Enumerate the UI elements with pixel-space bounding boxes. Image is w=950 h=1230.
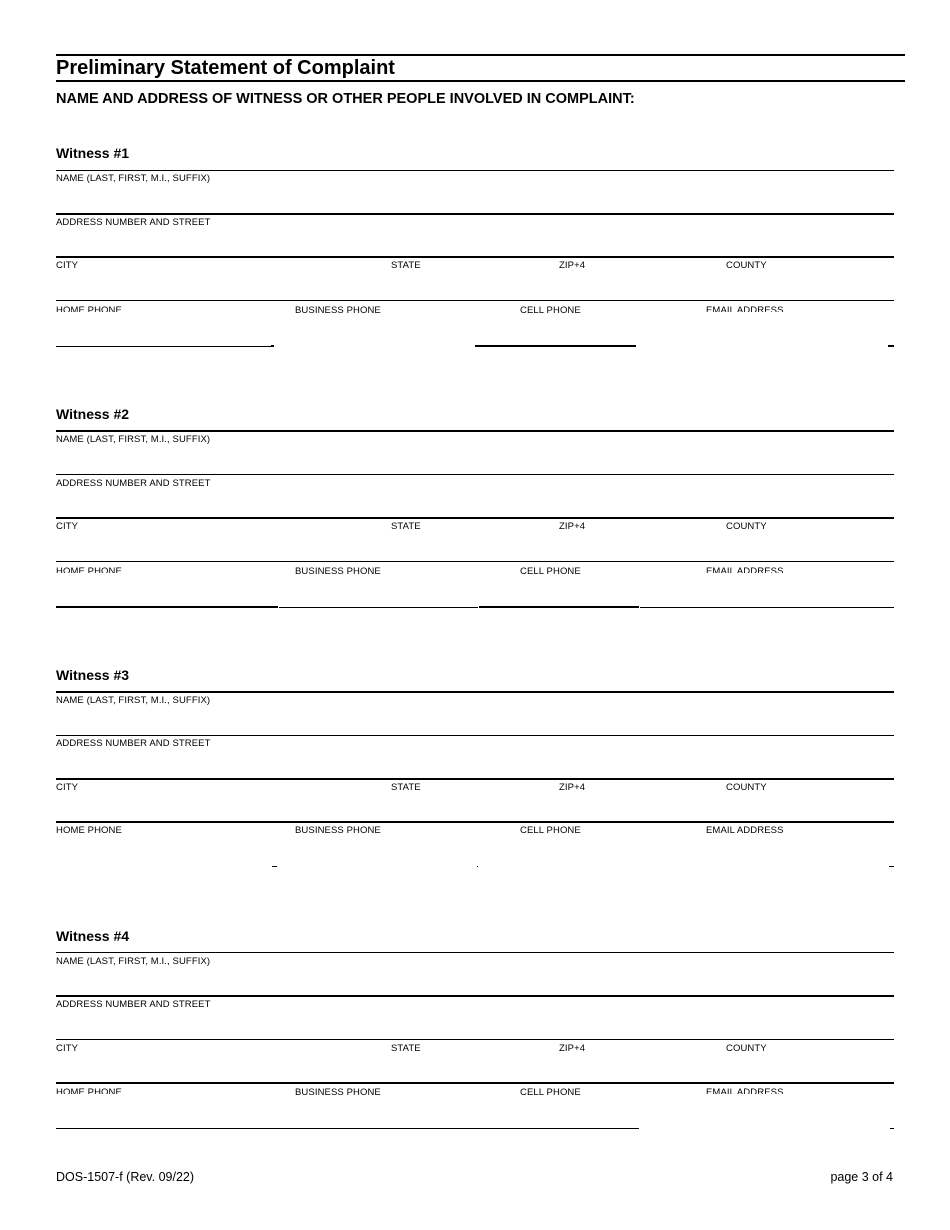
address-field[interactable] (56, 1010, 894, 1040)
city-label: CITY (56, 521, 79, 532)
home-phone-label: HOME PHONE (56, 566, 122, 573)
state-field[interactable] (391, 271, 554, 301)
name-field[interactable] (56, 184, 894, 214)
name-field[interactable] (56, 445, 894, 475)
home-phone-field[interactable] (56, 836, 274, 866)
page-title: Preliminary Statement of Complaint (56, 57, 395, 79)
witness-heading: Witness #2 (56, 406, 130, 422)
city-field[interactable] (56, 271, 386, 301)
witness-heading: Witness #3 (56, 667, 130, 683)
home-phone-label: HOME PHONE (56, 1087, 122, 1094)
witness-heading: Witness #1 (56, 145, 130, 161)
city-label: CITY (56, 1043, 79, 1054)
zip-field[interactable] (559, 532, 721, 562)
state-label: STATE (391, 782, 421, 793)
phone-row-rule (56, 821, 894, 823)
county-label: COUNTY (726, 1043, 767, 1054)
zip-field[interactable] (559, 793, 721, 823)
email-field[interactable] (641, 1097, 894, 1127)
field-underline (479, 606, 639, 608)
cell-phone-label: CELL PHONE (520, 566, 581, 577)
field-underline (56, 346, 274, 347)
address-row-rule (56, 474, 894, 475)
business-phone-field[interactable] (279, 315, 475, 345)
city-field[interactable] (56, 1054, 386, 1084)
zip-label: ZIP+4 (559, 1043, 586, 1054)
name-label: NAME (LAST, FIRST, M.I., SUFFIX) (56, 173, 211, 184)
email-field[interactable] (641, 315, 894, 345)
city-field[interactable] (56, 532, 386, 562)
page-number: page 3 of 4 (830, 1170, 893, 1184)
field-underline (477, 866, 478, 867)
address-label: ADDRESS NUMBER AND STREET (56, 999, 211, 1010)
form-number: DOS-1507-f (Rev. 09/22) (56, 1170, 195, 1184)
header-bottom-rule (56, 80, 905, 82)
home-phone-label: HOME PHONE (56, 825, 122, 836)
city-row-rule (56, 778, 894, 780)
business-phone-field[interactable] (279, 836, 475, 866)
city-label: CITY (56, 260, 79, 271)
field-underline (888, 345, 894, 347)
county-field[interactable] (726, 1054, 894, 1084)
name-row-rule (56, 170, 894, 171)
business-phone-label: BUSINESS PHONE (295, 1087, 381, 1098)
email-field[interactable] (641, 836, 894, 866)
state-field[interactable] (391, 1054, 554, 1084)
field-underline (640, 607, 894, 608)
field-underline (890, 1128, 894, 1129)
field-underline (475, 345, 636, 347)
state-label: STATE (391, 1043, 421, 1054)
email-label: EMAIL ADDRESS (706, 1087, 784, 1094)
county-field[interactable] (726, 271, 894, 301)
field-underline (56, 606, 278, 608)
address-field[interactable] (56, 749, 894, 779)
cell-phone-label: CELL PHONE (520, 305, 581, 316)
zip-field[interactable] (559, 271, 721, 301)
city-field[interactable] (56, 793, 386, 823)
cell-phone-field[interactable] (480, 1097, 636, 1127)
address-label: ADDRESS NUMBER AND STREET (56, 738, 211, 749)
field-underline (279, 607, 478, 608)
phone-row-rule (56, 561, 894, 562)
field-underline (271, 345, 274, 347)
city-label: CITY (56, 782, 79, 793)
email-field[interactable] (641, 576, 894, 606)
zip-label: ZIP+4 (559, 782, 586, 793)
witness-heading: Witness #4 (56, 928, 130, 944)
state-label: STATE (391, 521, 421, 532)
phone-row-rule (56, 1082, 894, 1084)
address-field[interactable] (56, 228, 894, 258)
home-phone-field[interactable] (56, 315, 274, 345)
cell-phone-label: CELL PHONE (520, 1087, 581, 1098)
field-underline (56, 1128, 639, 1129)
city-row-rule (56, 1039, 894, 1040)
name-field[interactable] (56, 706, 894, 736)
address-label: ADDRESS NUMBER AND STREET (56, 478, 211, 489)
state-label: STATE (391, 260, 421, 271)
email-label: EMAIL ADDRESS (706, 825, 784, 836)
county-label: COUNTY (726, 782, 767, 793)
business-phone-label: BUSINESS PHONE (295, 566, 381, 577)
section-subtitle: NAME AND ADDRESS OF WITNESS OR OTHER PEOPLE INVOLVED IN COMPLAINT: (56, 91, 635, 107)
home-phone-field[interactable] (56, 576, 278, 606)
name-row-rule (56, 430, 894, 432)
county-label: COUNTY (726, 521, 767, 532)
zip-label: ZIP+4 (559, 260, 586, 271)
home-phone-label: HOME PHONE (56, 305, 122, 312)
field-underline (889, 866, 894, 867)
address-label: ADDRESS NUMBER AND STREET (56, 217, 211, 228)
home-phone-field[interactable] (56, 1097, 274, 1127)
cell-phone-label: CELL PHONE (520, 825, 581, 836)
county-field[interactable] (726, 532, 894, 562)
name-row-rule (56, 952, 894, 953)
name-row-rule (56, 691, 894, 693)
phone-row-rule (56, 300, 894, 301)
county-label: COUNTY (726, 260, 767, 271)
name-label: NAME (LAST, FIRST, M.I., SUFFIX) (56, 956, 211, 967)
address-row-rule (56, 995, 894, 997)
name-label: NAME (LAST, FIRST, M.I., SUFFIX) (56, 695, 211, 706)
cell-phone-field[interactable] (480, 836, 636, 866)
city-row-rule (56, 256, 894, 258)
business-phone-field[interactable] (279, 576, 478, 606)
state-field[interactable] (391, 793, 554, 823)
business-phone-label: BUSINESS PHONE (295, 305, 381, 316)
address-field[interactable] (56, 489, 894, 519)
zip-label: ZIP+4 (559, 521, 586, 532)
email-label: EMAIL ADDRESS (706, 305, 784, 312)
city-row-rule (56, 517, 894, 519)
field-underline (272, 866, 277, 867)
cell-phone-field[interactable] (480, 576, 639, 606)
address-row-rule (56, 735, 894, 736)
address-row-rule (56, 213, 894, 215)
county-field[interactable] (726, 793, 894, 823)
business-phone-field[interactable] (279, 1097, 475, 1127)
name-label: NAME (LAST, FIRST, M.I., SUFFIX) (56, 434, 211, 445)
email-label: EMAIL ADDRESS (706, 566, 784, 573)
zip-field[interactable] (559, 1054, 721, 1084)
cell-phone-field[interactable] (480, 315, 636, 345)
name-field[interactable] (56, 967, 894, 997)
business-phone-label: BUSINESS PHONE (295, 825, 381, 836)
state-field[interactable] (391, 532, 554, 562)
